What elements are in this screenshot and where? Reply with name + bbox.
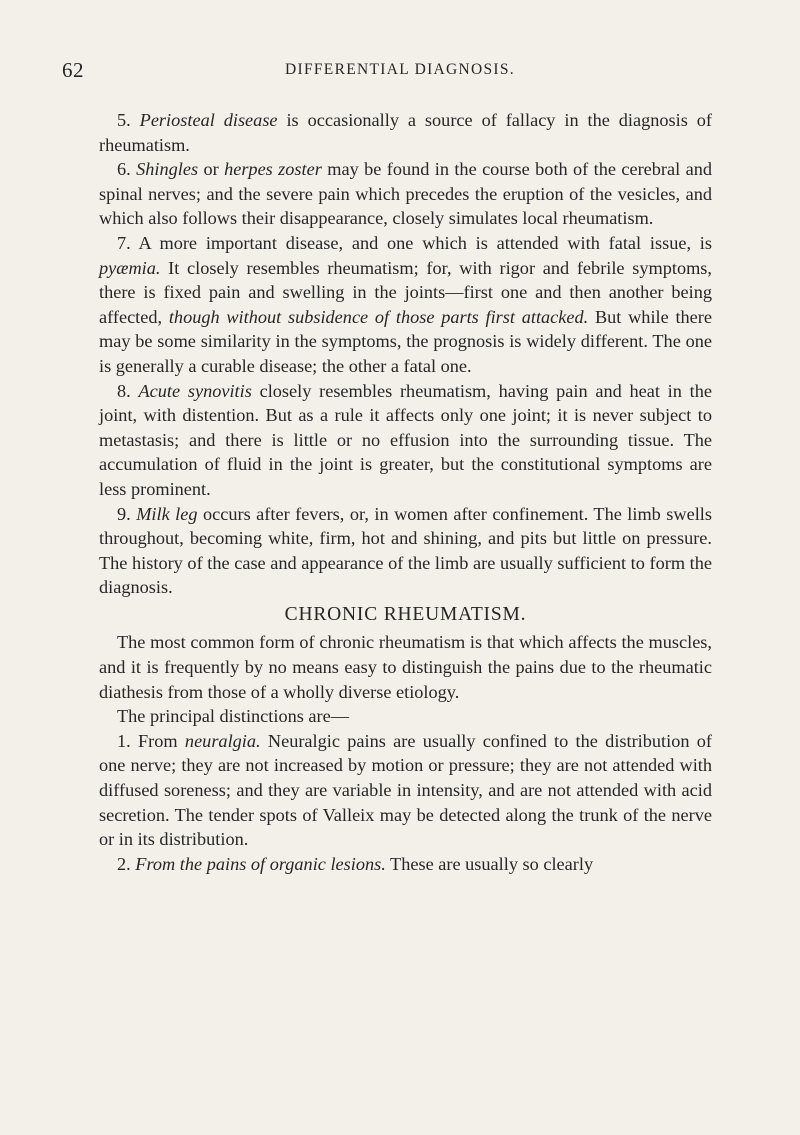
item-term: Acute synovitis <box>138 380 252 401</box>
item-number: 9. <box>117 503 131 524</box>
item-term: neuralgia. <box>184 730 261 751</box>
paragraph-item-7 <box>99 231 712 379</box>
paragraph-distinction-2 <box>99 852 712 877</box>
section-heading: CHRONIC RHEUMATISM. <box>284 603 527 625</box>
item-connector: or <box>198 159 225 180</box>
item-text: But while there may be some similarity in the symptoms, the prognosis is widely different. The one is generally a curable disease; the other a fatal one. <box>99 306 712 376</box>
page-body <box>99 108 712 876</box>
item-text: may be found in the course both of the cerebral and spinal nerves; and the severe pain which precedes the eruption of the vesicles, and which also follows their disappearance, closely simulates local rheumatism. <box>99 159 712 229</box>
item-text: occurs after fevers, or, in women after confinement. The limb swells throughout, becoming white, firm, hot and shining, and pits but little on pressure. The history of the case and appearance of the limb are usually sufficient to form the diagnosis. <box>99 503 712 598</box>
item-number: 5. <box>117 110 131 130</box>
paragraph-distinction-1 <box>99 729 712 852</box>
paragraph-item-9 <box>99 502 712 600</box>
item-term: Shingles <box>136 159 199 180</box>
item-text: A more important disease, and one which is attended with fatal issue, is <box>138 232 712 253</box>
running-head: DIFFERENTIAL DIAGNOSIS. <box>285 61 515 78</box>
page-header <box>0 58 800 88</box>
paragraph-item-8 <box>99 379 712 502</box>
item-term: Milk leg <box>136 503 198 524</box>
paragraph-item-6 <box>99 157 712 231</box>
item-text: closely resembles rheumatism, having pain and heat in the joint, with distention. But as a rule it affects only one joint; it is never subject to metastasis; and there is little or no effusion into the surrounding tissue. The accumulation of fluid in the joint is greater, but the constitutional symptoms are less prominent. <box>99 380 712 499</box>
item-text: Neuralgic pains are usually confined to the distribution of one nerve; they are not increased by motion or pressure; they are not attended with diffused soreness; and they are variable in intensity, and are not attended with acid secretion. The tender spots of Valleix may be detected along the trunk of the nerve or in its distribution. <box>99 730 712 850</box>
item-emphasis: though without subsidence of those parts first attacked. <box>168 306 589 327</box>
paragraph-chronic-intro: The most common form of chronic rheumatism is that which affects the muscles, and it is frequently by no means easy to distinguish the pains due to the rheumatic diathesis from those of a wholly diverse etiology. <box>99 632 712 702</box>
page-number: 62 <box>62 58 84 82</box>
item-term: herpes zoster <box>224 159 322 180</box>
item-number: 8. <box>117 380 131 401</box>
item-text: From <box>138 730 185 751</box>
item-term: From the pains of organic lesions. <box>135 853 386 874</box>
item-number: 6. <box>117 159 131 180</box>
paragraph-item-5 <box>99 108 712 157</box>
paragraph-distinctions-lead: The principal distinctions are— <box>117 706 350 727</box>
item-text: is occasionally a source of fallacy in the diagnosis of rheumatism. <box>99 110 712 155</box>
item-text: These are usually so clearly <box>385 853 594 874</box>
item-number: 1. <box>117 730 131 751</box>
item-term: Periosteal disease <box>139 110 278 130</box>
item-text: It closely resembles rheumatism; for, with rigor and febrile symptoms, there is fixed pain and swelling in the joints—first one and then another being affected, <box>99 257 712 327</box>
item-number: 7. <box>117 232 131 253</box>
item-number: 2. <box>117 853 131 874</box>
item-term: pyæmia. <box>99 257 161 278</box>
